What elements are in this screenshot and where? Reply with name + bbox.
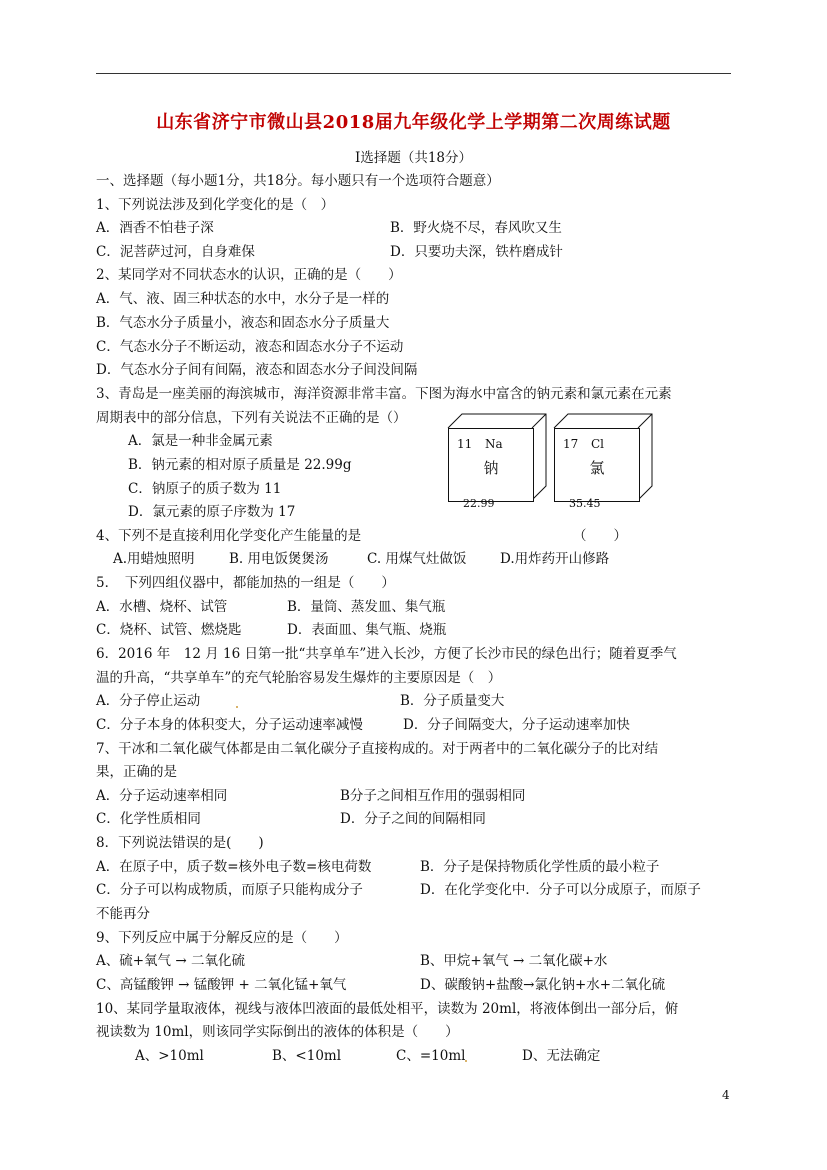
element-number: 11 — [457, 437, 473, 451]
q2-option-b: B．气态水分子质量小，液态和固态水分子质量大 — [96, 315, 390, 331]
q2-option-c: C．气态水分子不断运动，液态和固态水分子不运动 — [96, 339, 404, 355]
q3-stem-line2: 周期表中的部分信息，下列有关说法不正确的是（） — [96, 410, 407, 426]
q5-option-d: D．表面皿、集气瓶、烧瓶 — [287, 622, 447, 638]
element-mass: 22.99 — [463, 497, 495, 510]
q1-option-c: C．泥菩萨过河，自身难保 — [96, 244, 255, 260]
q6-option-d: D．分子间隔变大，分子运动速率加快 — [403, 717, 630, 733]
instructions: 一、选择题（每小题1分，共18分。每小题只有一个选项符合题意） — [96, 173, 500, 189]
q6-option-c: C．分子本身的体积变大，分子运动速率减慢 — [96, 717, 363, 733]
q3-option-c: C．钠原子的质子数为 11 — [128, 481, 282, 497]
q10-stem-line2: 视读数为 10ml，则该同学实际倒出的液体的体积是（ ） — [96, 1024, 459, 1040]
q1-option-b: B．野火烧不尽，春风吹又生 — [390, 220, 562, 236]
q9-option-c: C、高锰酸钾 → 锰酸钾 + 二氧化锰+氧气 — [96, 977, 347, 993]
header-rule — [96, 73, 731, 74]
q9-option-b: B、甲烷+氧气 → 二氧化碳+水 — [420, 953, 608, 969]
q2-stem: 2、某同学对不同状态水的认识，正确的是（ ） — [96, 267, 402, 283]
q5-stem: 5． 下列四组仪器中，都能加热的一组是（ ） — [96, 575, 395, 591]
q4-stem: 4、下列不是直接利用化学变化产生能量的是 — [96, 528, 362, 544]
speck-mark — [465, 1060, 467, 1062]
q8-option-d-line1: D．在化学变化中．分子可以分成原子，而原子 — [420, 882, 701, 898]
q10-option-d: D、无法确定 — [522, 1048, 601, 1064]
q4-option-b: B. 用电饭煲煲汤 — [229, 551, 329, 567]
q3-option-a: A．氯是一种非金属元素 — [128, 433, 273, 449]
q6-stem-line2: 温的升高，“共享单车”的充气轮胎容易发生爆炸的主要原因是（ ） — [96, 670, 502, 686]
q7-stem-line2: 果，正确的是 — [96, 764, 177, 780]
q2-option-a: A．气、液、固三种状态的水中，水分子是一样的 — [96, 291, 390, 307]
element-symbol: Cl — [591, 437, 605, 451]
q1-stem: 1、下列说法涉及到化学变化的是（ ） — [96, 197, 335, 213]
q4-option-c: C. 用煤气灶做饭 — [367, 551, 467, 567]
q3-option-b: B．钠元素的相对原子质量是 22.99g — [128, 457, 352, 473]
q9-option-d: D、碳酸钠+盐酸→氯化钠+水+二氧化硫 — [420, 977, 666, 993]
element-mass: 35.45 — [569, 497, 601, 510]
q10-option-b: B、<10ml — [272, 1048, 342, 1064]
q7-option-a: A．分子运动速率相同 — [96, 788, 228, 804]
q8-option-a: A．在原子中，质子数=核外电子数=核电荷数 — [96, 859, 372, 875]
q8-option-d-line2: 不能再分 — [96, 906, 150, 922]
q6-option-b: B．分子质量变大 — [400, 693, 505, 709]
q1-option-d: D．只要功夫深，铁杵磨成针 — [390, 244, 563, 260]
q7-stem-line1: 7、干冰和二氧化碳气体都是由二氧化碳分子直接构成的。对于两者中的二氧化碳分子的比对结 — [96, 741, 659, 757]
q2-option-d: D．气态水分子间有间隔，液态和固态水分子间没间隔 — [96, 362, 418, 378]
q4-answer-paren: （ ） — [573, 528, 627, 544]
element-card-sodium — [448, 428, 534, 510]
q3-stem-line1: 3、青岛是一座美丽的海滨城市，海洋资源非常丰富。下图为海水中富含的钠元素和氯元素在元素 — [96, 386, 672, 402]
section-heading: Ⅰ选择题（共18分） — [354, 150, 472, 166]
q10-option-c: C、=10ml — [396, 1048, 466, 1064]
q8-stem: 8．下列说法错误的是( ) — [96, 835, 264, 851]
element-number: 17 — [563, 437, 579, 451]
q1-option-a: A．酒香不怕巷子深 — [96, 220, 214, 236]
page-number: 4 — [722, 1088, 730, 1102]
q4-option-a: A.用蜡烛照明 — [113, 551, 195, 567]
q5-option-b: B．量筒、蒸发皿、集气瓶 — [287, 599, 446, 615]
q9-stem: 9、下列反应中属于分解反应的是（ ） — [96, 930, 348, 946]
q7-option-c: C．化学性质相同 — [96, 811, 201, 827]
element-name: 氯 — [589, 459, 605, 477]
q8-option-c: C．分子可以构成物质，而原子只能构成分子 — [96, 882, 363, 898]
speck-mark — [236, 706, 238, 708]
q7-option-d: D．分子之间的间隔相同 — [340, 811, 486, 827]
q9-option-a: A、硫+氧气 → 二氧化硫 — [96, 953, 245, 969]
q6-option-a: A．分子停止运动 — [96, 693, 201, 709]
q10-option-a: A、>10ml — [135, 1048, 204, 1064]
q5-option-c: C．烧杯、试管、燃烧匙 — [96, 622, 242, 638]
q7-option-b: B分子之间相互作用的强弱相同 — [340, 788, 526, 804]
q4-option-d: D.用炸药开山修路 — [500, 551, 610, 567]
element-name: 钠 — [483, 459, 499, 477]
document-title: 山东省济宁市微山县2018届九年级化学上学期第二次周练试题 — [156, 112, 671, 133]
q8-option-b: B．分子是保持物质化学性质的最小粒子 — [420, 859, 660, 875]
q6-stem-line1: 6．2016 年 12 月 16 日第一批“共享单车”进入长沙，方便了长沙市民的绿色出行；随着夏季气 — [96, 646, 677, 662]
element-card-chlorine — [554, 428, 640, 510]
q10-stem-line1: 10、某同学量取液体，视线与液体凹液面的最低处相平，读数为 20ml，将液体倒出一部分后，俯 — [96, 1001, 679, 1017]
element-symbol: Na — [485, 437, 503, 451]
q3-option-d: D．氯元素的原子序数为 17 — [128, 504, 296, 520]
q5-option-a: A．水槽、烧杯、试管 — [96, 599, 228, 615]
